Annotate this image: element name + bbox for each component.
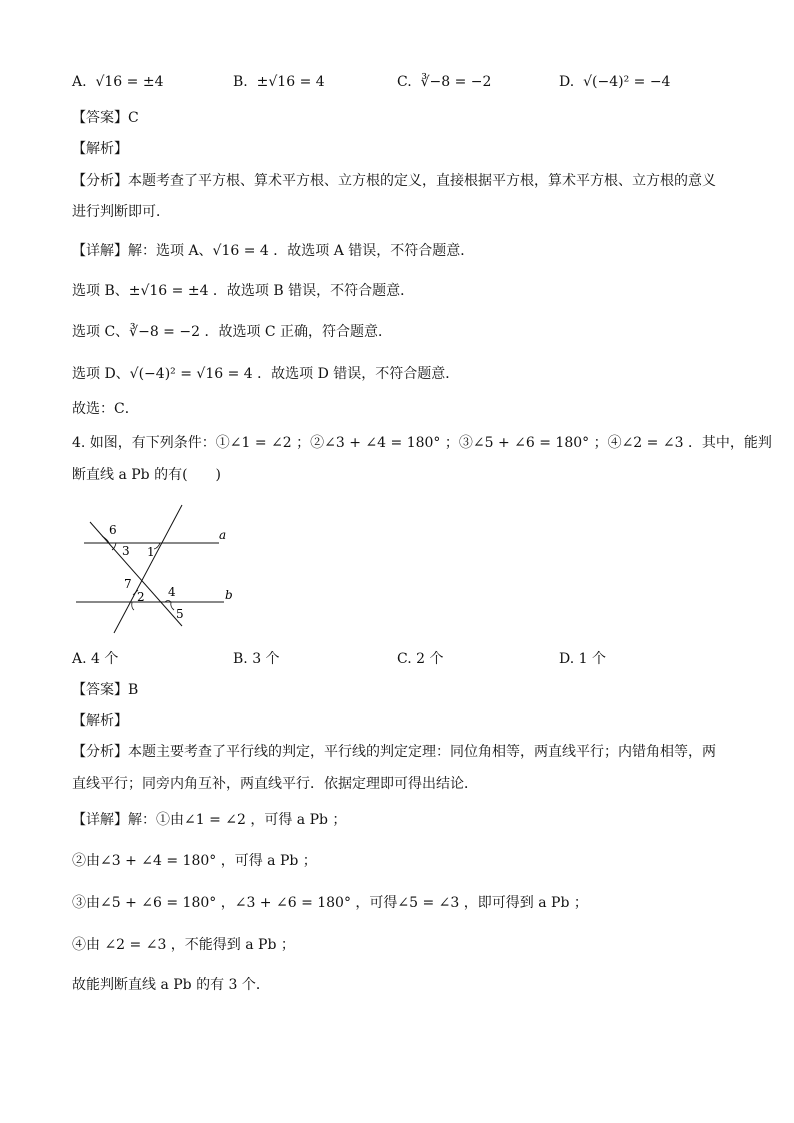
q4-stem-line-2: 断直线 a Pb 的有( ) — [72, 467, 222, 483]
q4-jiexi-heading: 【解析】 — [72, 713, 128, 729]
angle-arc-2 — [132, 602, 134, 610]
q3-detail-line-2: 选项 B、±√16 = ±4 ．故选项 B 错误，不符合题意． — [72, 283, 415, 299]
q4-detail-line-1: 【详解】解：①由∠1 = ∠2 ，可得 a Pb ； — [72, 812, 347, 828]
q4-option-c: C. 2 个 — [397, 651, 444, 667]
q4-stem-line-1: 4. 如图，有下列条件：①∠1 = ∠2 ；②∠3 + ∠4 = 180° ；③∠5 + ∠6 = 180° ；④∠2 = ∠3 ．其中，能判 — [72, 435, 772, 451]
q4-detail-line-2: ②由∠3 + ∠4 = 180° ，可得 a Pb ； — [72, 853, 317, 869]
q4-analysis-line-2: 直线平行；同旁内角互补，两直线平行．依据定理即可得出结论． — [72, 776, 478, 792]
angle-label-1: 1 — [147, 545, 155, 559]
angle-label-4: 4 — [168, 585, 176, 599]
angle-arc-5 — [171, 602, 174, 610]
q3-analysis-line-2: 进行判断即可． — [72, 204, 170, 220]
q4-analysis-line-1: 【分析】本题主要考查了平行线的判定，平行线的判定定理：同位角相等，两直线平行；内错角相等，两 — [72, 744, 716, 760]
q3-option-a: A. √16 = ±4 — [72, 74, 164, 90]
q3-option-b: B. ±√16 = 4 — [233, 74, 325, 90]
q4-option-d: D. 1 个 — [559, 651, 606, 667]
line-a-label: a — [219, 528, 227, 542]
q3-jiexi-heading: 【解析】 — [72, 141, 128, 157]
angle-label-7: 7 — [124, 577, 132, 591]
angle-label-6: 6 — [109, 523, 117, 537]
q4-detail-line-3: ③由∠5 + ∠6 = 180° ，∠3 + ∠6 = 180° ，可得∠5 = ∠3 ，即可得到 a Pb ； — [72, 895, 588, 911]
q3-option-d: D. √(−4)² = −4 — [559, 74, 671, 90]
q3-detail-line-4: 选项 D、√(−4)² = √16 = 4 ．故选项 D 错误，不符合题意． — [72, 366, 460, 382]
q4-conclusion: 故能判断直线 a Pb 的有 3 个． — [72, 977, 270, 993]
q4-option-a: A. 4 个 — [72, 651, 119, 667]
angle-label-3: 3 — [122, 544, 130, 558]
q4-options — [72, 648, 722, 670]
q3-conclusion: 故选：C． — [72, 401, 139, 417]
angle-label-2: 2 — [137, 590, 145, 604]
angle-label-5: 5 — [176, 607, 184, 621]
q4-answer: 【答案】B — [72, 682, 139, 698]
q3-detail-line-1: 【详解】解：选项 A、√16 = 4 ．故选项 A 错误，不符合题意． — [72, 243, 475, 259]
q3-answer: 【答案】C — [72, 110, 139, 126]
q3-option-c: C. ∛−8 = −2 — [397, 74, 492, 90]
q3-options — [72, 71, 722, 93]
q4-detail-line-4: ④由 ∠2 = ∠3 ，不能得到 a Pb ； — [72, 937, 295, 953]
line-b-label: b — [225, 588, 233, 602]
q3-analysis-line-1: 【分析】本题考查了平方根、算术平方根、立方根的定义，直接根据平方根，算术平方根、立方根的意义 — [72, 173, 716, 189]
q3-detail-line-3: 选项 C、∛−8 = −2 ．故选项 C 正确，符合题意． — [72, 324, 393, 340]
q4-option-b: B. 3 个 — [233, 651, 280, 667]
parallel-lines-diagram — [72, 500, 242, 640]
